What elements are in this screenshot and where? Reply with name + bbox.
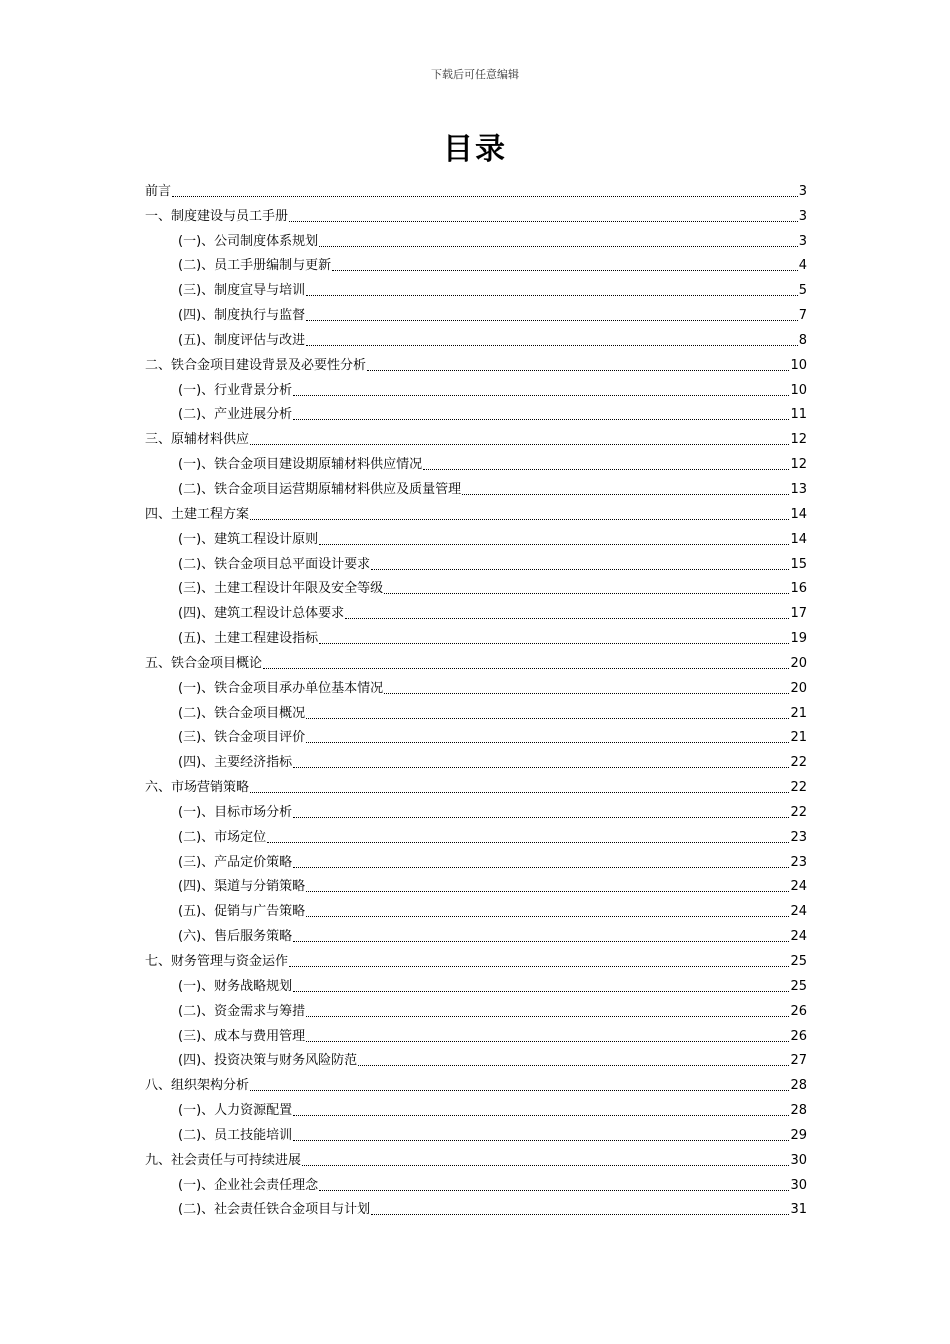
toc-leader-dots (332, 270, 798, 271)
toc-entry[interactable] (145, 325, 807, 350)
toc-entry-page: 21 (790, 730, 807, 746)
toc-entry-page: 26 (790, 1028, 807, 1044)
toc-entry-label: (五)、土建工程建设指标 (178, 631, 319, 647)
toc-entry-label: (一)、建筑工程设计原则 (178, 531, 319, 547)
toc-entry-label: (四)、主要经济指标 (178, 755, 293, 771)
toc-entry[interactable] (145, 251, 807, 276)
toc-entry-label: (二)、员工手册编制与更新 (178, 258, 332, 274)
toc-entry[interactable] (145, 449, 807, 474)
toc-leader-dots (306, 345, 798, 346)
toc-leader-dots (306, 891, 789, 892)
toc-entry[interactable] (145, 971, 807, 996)
toc-entry-label: 五、铁合金项目概论 (145, 655, 263, 671)
toc-entry-page: 29 (790, 1127, 807, 1143)
toc-entry-page: 31 (790, 1202, 807, 1218)
toc-entry-page: 23 (790, 854, 807, 870)
toc-entry-page: 8 (798, 332, 807, 348)
toc-leader-dots (306, 320, 798, 321)
toc-entry-page: 10 (790, 357, 807, 373)
toc-leader-dots (293, 395, 789, 396)
toc-leader-dots (293, 941, 789, 942)
toc-entry[interactable] (145, 524, 807, 549)
toc-leader-dots (462, 494, 789, 495)
toc-leader-dots (250, 1090, 789, 1091)
toc-entry[interactable] (145, 350, 807, 375)
toc-entry[interactable] (145, 598, 807, 623)
toc-leader-dots (306, 1041, 789, 1042)
toc-entry[interactable] (145, 1095, 807, 1120)
toc-entry-page: 15 (790, 556, 807, 572)
toc-entry-page: 12 (790, 457, 807, 473)
toc-entry-page: 20 (790, 680, 807, 696)
toc-entry-page: 25 (790, 954, 807, 969)
toc-leader-dots (306, 742, 789, 743)
toc-entry-label: 七、财务管理与资金运作 (145, 954, 289, 969)
toc-entry-label: (三)、铁合金项目评价 (178, 730, 306, 746)
toc-entry-page: 12 (790, 432, 807, 448)
toc-leader-dots (319, 1190, 789, 1191)
toc-entry-page: 28 (790, 1103, 807, 1119)
toc-entry[interactable] (145, 1120, 807, 1145)
toc-entry-label: (一)、行业背景分析 (178, 382, 293, 398)
toc-entry-label: (五)、促销与广告策略 (178, 904, 306, 920)
toc-entry-page: 10 (790, 382, 807, 398)
toc-entry-label: (三)、成本与费用管理 (178, 1028, 306, 1044)
toc-entry[interactable] (145, 226, 807, 251)
toc-entry-page: 3 (798, 183, 807, 199)
toc-entry[interactable] (145, 574, 807, 599)
toc-entry-page: 11 (790, 407, 807, 423)
toc-entry-label: (二)、铁合金项目总平面设计要求 (178, 556, 371, 572)
toc-entry[interactable] (145, 996, 807, 1021)
toc-entry-page: 24 (790, 929, 807, 945)
toc-entry-page: 5 (798, 283, 807, 299)
toc-entry-label: (一)、企业社会责任理念 (178, 1177, 319, 1193)
toc-entry-label: 八、组织架构分析 (145, 1078, 250, 1094)
toc-entry-label: (二)、市场定位 (178, 829, 267, 845)
toc-entry-label: 四、土建工程方案 (145, 506, 250, 522)
toc-entry-page: 22 (790, 780, 807, 796)
toc-leader-dots (367, 370, 789, 371)
toc-entry[interactable] (145, 1070, 807, 1095)
toc-entry-page: 24 (790, 904, 807, 920)
toc-leader-dots (293, 1115, 789, 1116)
toc-entry-page: 21 (790, 705, 807, 721)
toc-leader-dots (306, 1016, 789, 1017)
toc-entry-label: (二)、铁合金项目概况 (178, 705, 306, 721)
toc-entry-label: (一)、财务战略规划 (178, 978, 293, 994)
toc-entry-page: 13 (790, 481, 807, 497)
toc-entry[interactable] (145, 698, 807, 723)
toc-leader-dots (250, 792, 789, 793)
toc-entry[interactable] (145, 400, 807, 425)
toc-entry-page: 3 (798, 233, 807, 249)
toc-entry-page: 14 (790, 531, 807, 547)
toc-entry-page: 22 (790, 755, 807, 771)
toc-entry-label: (一)、人力资源配置 (178, 1103, 293, 1119)
toc-entry-label: 九、社会责任与可持续进展 (145, 1152, 302, 1168)
toc-entry-page: 14 (790, 506, 807, 522)
toc-leader-dots (384, 693, 789, 694)
toc-entry-page: 7 (798, 308, 807, 324)
toc-entry[interactable] (145, 1195, 807, 1220)
toc-entry[interactable] (145, 549, 807, 574)
toc-leader-dots (384, 593, 789, 594)
toc-entry[interactable] (145, 375, 807, 400)
toc-entry-label: (二)、资金需求与筹措 (178, 1003, 306, 1019)
toc-leader-dots (319, 246, 798, 247)
toc-leader-dots (319, 544, 789, 545)
toc-entry-label: (三)、产品定价策略 (178, 854, 293, 870)
toc-leader-dots (250, 519, 789, 520)
toc-leader-dots (306, 916, 789, 917)
toc-entry[interactable] (145, 847, 807, 872)
toc-entry-label: (四)、建筑工程设计总体要求 (178, 606, 345, 622)
toc-entry-label: 一、制度建设与员工手册 (145, 208, 289, 224)
toc-entry[interactable] (145, 946, 807, 971)
toc-entry-page: 20 (790, 655, 807, 671)
toc-entry-page: 4 (798, 258, 807, 274)
toc-entry[interactable] (145, 797, 807, 822)
toc-leader-dots (302, 1165, 789, 1166)
toc-entry-label: (五)、制度评估与改进 (178, 332, 306, 348)
toc-leader-dots (293, 867, 789, 868)
toc-entry[interactable] (145, 424, 807, 449)
toc-entry-label: (四)、渠道与分销策略 (178, 879, 306, 895)
toc-entry-page: 16 (790, 581, 807, 597)
toc-entry[interactable] (145, 673, 807, 698)
toc-leader-dots (293, 767, 789, 768)
toc-entry-label: 三、原辅材料供应 (145, 432, 250, 448)
toc-entry[interactable] (145, 772, 807, 797)
toc-entry-label: (三)、制度宣导与培训 (178, 283, 306, 299)
toc-entry[interactable] (145, 872, 807, 897)
toc-leader-dots (319, 643, 789, 644)
toc-entry[interactable] (145, 201, 807, 226)
toc-entry-label: (一)、铁合金项目承办单位基本情况 (178, 680, 384, 696)
toc-entry-page: 26 (790, 1003, 807, 1019)
toc-entry-page: 3 (798, 208, 807, 224)
toc-entry-label: (四)、制度执行与监督 (178, 308, 306, 324)
toc-entry[interactable] (145, 896, 807, 921)
toc-entry[interactable] (145, 1046, 807, 1071)
toc-entry-page: 17 (790, 606, 807, 622)
toc-leader-dots (293, 817, 789, 818)
page-header: 下载后可任意编辑 (431, 68, 519, 81)
toc-entry-label: (一)、目标市场分析 (178, 804, 293, 820)
toc-entry[interactable] (145, 623, 807, 648)
toc-leader-dots (345, 618, 789, 619)
toc-entry[interactable] (145, 474, 807, 499)
toc-leader-dots (250, 444, 789, 445)
toc-leader-dots (306, 295, 798, 296)
toc-entry[interactable] (145, 176, 807, 201)
toc-entry[interactable] (145, 499, 807, 524)
toc-entry-page: 30 (790, 1177, 807, 1193)
toc-entry-label: (二)、铁合金项目运营期原辅材料供应及质量管理 (178, 481, 462, 497)
toc-leader-dots (289, 221, 798, 222)
table-of-contents (145, 176, 807, 1219)
toc-entry-page: 30 (790, 1152, 807, 1168)
toc-leader-dots (267, 842, 789, 843)
toc-entry-label: 二、铁合金项目建设背景及必要性分析 (145, 357, 367, 373)
toc-entry[interactable] (145, 300, 807, 325)
toc-leader-dots (306, 718, 789, 719)
toc-leader-dots (358, 1065, 789, 1066)
toc-entry-label: (一)、铁合金项目建设期原辅材料供应情况 (178, 457, 423, 473)
toc-entry[interactable] (145, 1021, 807, 1046)
toc-entry-page: 28 (790, 1078, 807, 1094)
toc-entry-label: (二)、社会责任铁合金项目与计划 (178, 1202, 371, 1218)
toc-leader-dots (289, 966, 789, 967)
toc-entry-label: (二)、员工技能培训 (178, 1127, 293, 1143)
toc-leader-dots (293, 991, 789, 992)
toc-entry-label: (三)、土建工程设计年限及安全等级 (178, 581, 384, 597)
toc-entry-label: (二)、产业进展分析 (178, 407, 293, 423)
toc-entry[interactable] (145, 747, 807, 772)
toc-entry[interactable] (145, 648, 807, 673)
toc-entry-page: 25 (790, 978, 807, 994)
toc-leader-dots (371, 569, 789, 570)
toc-entry[interactable] (145, 1170, 807, 1195)
toc-entry-page: 19 (790, 631, 807, 647)
toc-leader-dots (172, 196, 798, 197)
toc-title: 目录 (443, 132, 507, 167)
toc-entry-page: 24 (790, 879, 807, 895)
toc-entry[interactable] (145, 921, 807, 946)
toc-leader-dots (263, 668, 789, 669)
toc-entry-page: 27 (790, 1053, 807, 1069)
toc-entry[interactable] (145, 275, 807, 300)
toc-entry[interactable] (145, 822, 807, 847)
toc-leader-dots (371, 1214, 789, 1215)
toc-leader-dots (293, 419, 789, 420)
toc-entry-label: (四)、投资决策与财务风险防范 (178, 1053, 358, 1069)
toc-entry[interactable] (145, 723, 807, 748)
toc-leader-dots (293, 1140, 789, 1141)
toc-entry-page: 22 (790, 804, 807, 820)
toc-entry-label: (一)、公司制度体系规划 (178, 233, 319, 249)
toc-entry-label: (六)、售后服务策略 (178, 929, 293, 945)
toc-entry-label: 六、市场营销策略 (145, 780, 250, 796)
toc-leader-dots (423, 469, 789, 470)
toc-entry[interactable] (145, 1145, 807, 1170)
toc-entry-page: 23 (790, 829, 807, 845)
toc-entry-label: 前言 (145, 183, 172, 199)
